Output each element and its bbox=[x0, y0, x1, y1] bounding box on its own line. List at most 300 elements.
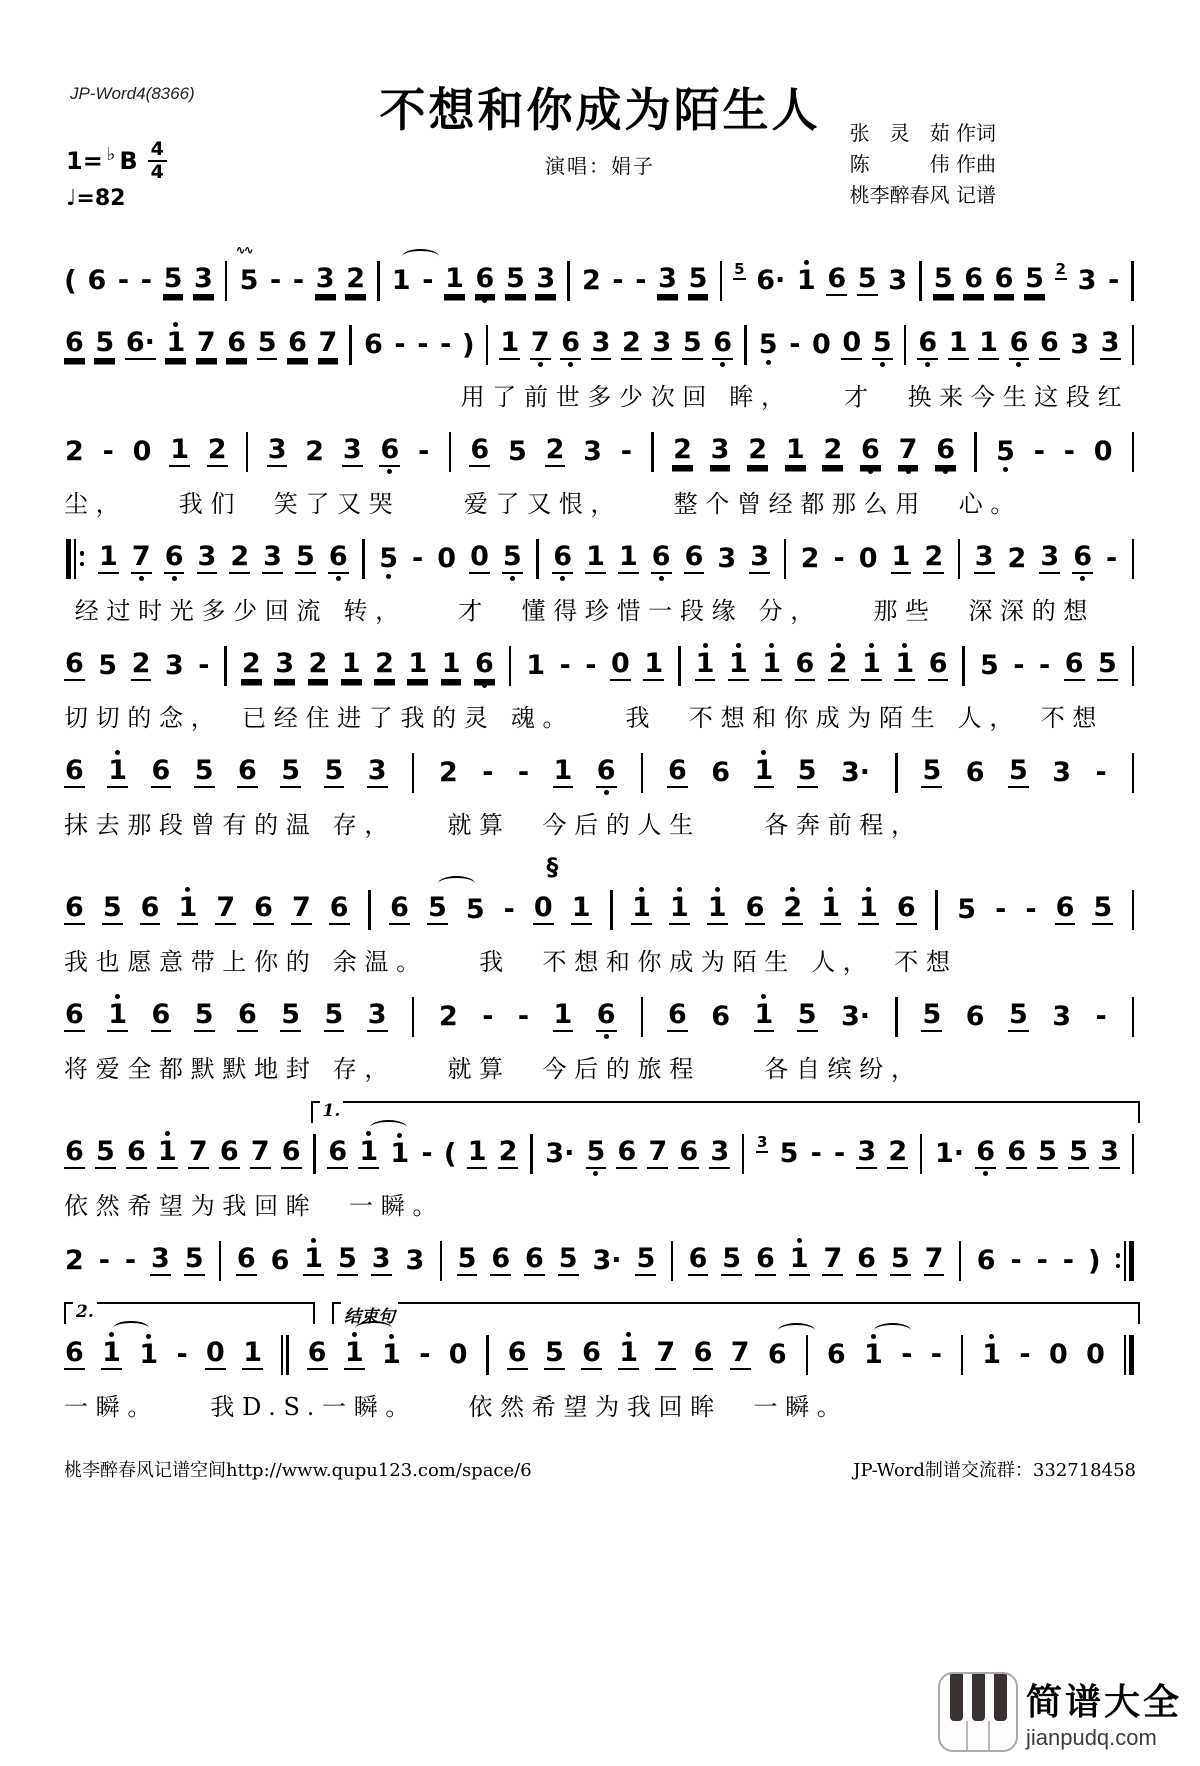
pitch-number: - bbox=[585, 650, 597, 681]
pitch-number: 1 bbox=[707, 892, 727, 923]
note bbox=[64, 1129, 85, 1178]
note bbox=[427, 885, 448, 934]
octave-dot-below bbox=[475, 1171, 480, 1176]
pitch-number: 3 bbox=[315, 263, 335, 294]
barline bbox=[804, 1335, 810, 1375]
pitch-number: 6 bbox=[1009, 327, 1029, 358]
pitch-number: 1 bbox=[785, 434, 805, 465]
dash-mark bbox=[292, 258, 305, 303]
octave-dot-below bbox=[865, 298, 870, 303]
note bbox=[965, 994, 986, 1039]
lyrics-line: 用了前世多少次回 眸， 才 换来今生这段红 bbox=[460, 383, 1130, 411]
score-header bbox=[64, 74, 1136, 246]
note bbox=[858, 536, 879, 581]
pitch-number: 5 bbox=[682, 327, 702, 358]
dash-mark bbox=[439, 322, 452, 367]
octave-dot-below bbox=[752, 927, 757, 932]
octave-dot-below bbox=[871, 1370, 876, 1375]
octave-dot-below bbox=[425, 296, 430, 301]
bar bbox=[904, 325, 907, 365]
pitch-number: 6 bbox=[1064, 648, 1084, 679]
note bbox=[64, 748, 85, 797]
pitch-number: 6 bbox=[65, 1337, 84, 1368]
note bbox=[367, 992, 388, 1041]
pitch-number: 5 bbox=[163, 263, 183, 294]
barline bbox=[650, 432, 656, 472]
octave-dot-below bbox=[792, 360, 797, 365]
barline bbox=[244, 432, 250, 472]
note bbox=[64, 641, 85, 690]
lyrics-line: 我也愿意带上你的 余温。 我 不想和你成为陌生 人， 不想 bbox=[64, 948, 958, 976]
pitch-number: - bbox=[789, 329, 801, 360]
pitch-number: 3 bbox=[367, 755, 387, 786]
bar bbox=[720, 261, 723, 301]
pitch-number: 3 bbox=[1100, 327, 1120, 358]
pitch-number: 6 bbox=[582, 1337, 601, 1368]
note bbox=[1051, 994, 1072, 1039]
octave-dot-below bbox=[386, 574, 391, 579]
octave-dot-below bbox=[237, 576, 242, 581]
note bbox=[796, 258, 817, 303]
note bbox=[241, 641, 262, 690]
lyrics-line: 经过时光多少回流 转， 才 懂得珍惜一段缘 分， 那些 深深的想 bbox=[74, 597, 1096, 625]
note bbox=[710, 994, 731, 1039]
pitch-number: 1 bbox=[500, 327, 520, 358]
octave-dot-below bbox=[533, 681, 538, 686]
note bbox=[933, 256, 954, 305]
pitch-number: 1 bbox=[178, 892, 198, 923]
bar bbox=[509, 646, 512, 686]
octave-dot-below bbox=[589, 1372, 594, 1377]
note bbox=[126, 1129, 147, 1178]
note bbox=[1069, 322, 1090, 367]
note bbox=[651, 320, 672, 369]
pitch-number: 1 bbox=[341, 648, 361, 679]
music-system bbox=[64, 427, 1136, 519]
pitch-number: 5 bbox=[722, 1243, 742, 1274]
note bbox=[1037, 1129, 1058, 1178]
octave-dot-below bbox=[1093, 1370, 1098, 1375]
octave-dot-below bbox=[299, 927, 304, 932]
octave-dot-below bbox=[1111, 296, 1116, 301]
note bbox=[890, 1236, 911, 1285]
pitch-number: 5 bbox=[194, 755, 214, 786]
pitch-number: 2 bbox=[375, 648, 394, 679]
software-watermark: JP-Word4(8366) bbox=[70, 84, 195, 103]
octave-dot-below bbox=[560, 1034, 565, 1039]
note bbox=[469, 534, 490, 583]
pitch-number: 5 bbox=[1008, 999, 1028, 1030]
octave-dot-below bbox=[1062, 927, 1067, 932]
song-title: 不想和你成为陌生人 bbox=[379, 83, 821, 137]
octave-dot-below bbox=[412, 1276, 417, 1281]
octave-dot-below bbox=[506, 1171, 511, 1176]
note bbox=[795, 641, 816, 690]
note bbox=[107, 992, 128, 1041]
pitch-number: 6 bbox=[236, 1243, 256, 1274]
note bbox=[163, 256, 184, 305]
barline bbox=[669, 1241, 675, 1281]
note bbox=[226, 320, 247, 369]
notation-line bbox=[64, 534, 1136, 583]
octave-dot-below bbox=[387, 469, 392, 474]
pitch-number: 6 bbox=[756, 1243, 775, 1274]
octave-dot-below bbox=[371, 360, 376, 365]
bar bbox=[66, 539, 71, 579]
note bbox=[669, 885, 690, 934]
note bbox=[196, 320, 217, 369]
dot bbox=[80, 562, 85, 567]
note bbox=[860, 427, 881, 476]
pitch-number: 6 bbox=[329, 892, 349, 923]
note bbox=[1008, 748, 1029, 797]
pitch-number: 0 bbox=[1048, 1339, 1068, 1370]
pitch-number: 6 bbox=[87, 265, 107, 296]
pitch-number: - bbox=[102, 436, 114, 467]
octave-dot-below bbox=[353, 298, 358, 303]
pitch-number: 6 bbox=[745, 892, 765, 923]
dash-mark bbox=[411, 536, 424, 581]
pitch-number: 6 bbox=[328, 1136, 348, 1167]
note bbox=[490, 1236, 511, 1285]
octave-dot-below bbox=[515, 1372, 520, 1377]
octave-dot-below bbox=[675, 1034, 680, 1039]
octave-dot-below bbox=[1085, 296, 1090, 301]
bar bbox=[1132, 432, 1135, 472]
note bbox=[1024, 256, 1045, 305]
music-system bbox=[64, 320, 1136, 412]
octave-dot-below bbox=[303, 576, 308, 581]
barline bbox=[918, 261, 924, 301]
octave-dot-below bbox=[973, 1032, 978, 1037]
octave-dot-below bbox=[1003, 467, 1008, 472]
note bbox=[857, 256, 878, 305]
barline bbox=[740, 1134, 746, 1174]
pitch-number: 2 bbox=[438, 757, 458, 788]
note bbox=[948, 320, 969, 369]
pitch-number: 1 bbox=[669, 892, 689, 923]
bar bbox=[440, 1241, 443, 1281]
barline bbox=[1114, 1241, 1136, 1281]
octave-dot-below bbox=[690, 362, 695, 367]
quarter-note-icon: ♩ bbox=[66, 186, 77, 211]
barline bbox=[410, 753, 416, 793]
pitch-number: 5 bbox=[1098, 648, 1117, 679]
pitch-number: - bbox=[1013, 650, 1025, 681]
octave-dot-below bbox=[1014, 574, 1019, 579]
octave-dot-below bbox=[964, 925, 969, 930]
note bbox=[840, 750, 871, 795]
pitch-number: - bbox=[482, 1001, 494, 1032]
pitch-number: 7 bbox=[216, 892, 236, 923]
dot bbox=[1116, 1253, 1121, 1258]
note bbox=[688, 256, 709, 305]
octave-dot-below bbox=[956, 362, 961, 367]
note bbox=[553, 748, 574, 797]
octave-dot-below bbox=[172, 576, 177, 581]
octave-dot-below bbox=[507, 925, 512, 930]
octave-dot-below bbox=[729, 1278, 734, 1283]
note bbox=[287, 320, 308, 369]
pitch-number: 6 bbox=[596, 755, 616, 786]
octave-dot-below bbox=[72, 467, 77, 472]
note bbox=[307, 1330, 328, 1379]
pitch-number: 1 bbox=[553, 999, 573, 1030]
pitch-number: 6 bbox=[474, 648, 494, 679]
octave-dot-below bbox=[510, 576, 515, 581]
note bbox=[1008, 992, 1029, 1041]
lyrics-line: 抹去那段曾有的温 存， 就算 今后的人生 各奔前程， bbox=[64, 811, 923, 839]
pitch-number: 6 bbox=[1007, 1136, 1026, 1167]
pitch-number: 5 bbox=[239, 265, 259, 296]
barline bbox=[1130, 432, 1136, 472]
note bbox=[820, 885, 841, 934]
dash-mark bbox=[1038, 643, 1051, 688]
octave-dot-below bbox=[1014, 1276, 1019, 1281]
barline bbox=[639, 997, 645, 1037]
note bbox=[1051, 750, 1072, 795]
note bbox=[329, 885, 350, 934]
pitch-number: 6 bbox=[693, 1337, 713, 1368]
note bbox=[184, 1236, 205, 1285]
pitch-number: 2 bbox=[65, 436, 84, 467]
bar bbox=[1132, 997, 1135, 1037]
pitch-number: - bbox=[930, 1339, 942, 1370]
octave-dot-below bbox=[398, 360, 403, 365]
dash-mark bbox=[1094, 994, 1107, 1039]
note bbox=[1006, 1129, 1027, 1178]
octave-dot-below bbox=[315, 1372, 320, 1377]
note bbox=[165, 320, 186, 369]
octave-dot-below bbox=[766, 360, 771, 365]
octave-dot-below bbox=[148, 927, 153, 932]
lyrics-line: 依然希望为我回眸 一瞬。 bbox=[64, 1192, 445, 1220]
note bbox=[530, 320, 551, 369]
music-system bbox=[64, 534, 1136, 626]
bar bbox=[536, 539, 539, 579]
pitch-number: 6 bbox=[140, 892, 160, 923]
note bbox=[891, 534, 912, 583]
pitch-number: 5 bbox=[427, 892, 447, 923]
note bbox=[215, 885, 236, 934]
pitch-number: 5 bbox=[558, 1243, 578, 1274]
dash-mark bbox=[1062, 1238, 1075, 1283]
pitch-number: 5 bbox=[996, 436, 1015, 467]
octave-dot-below bbox=[651, 683, 656, 688]
octave-dot-below bbox=[775, 1370, 780, 1375]
octave-dot-below bbox=[202, 790, 207, 795]
pitch-number: - bbox=[394, 329, 406, 360]
octave-dot-below bbox=[1042, 681, 1047, 686]
octave-dot-below bbox=[552, 469, 557, 474]
parenthesis: ( bbox=[443, 1137, 457, 1170]
notation-line bbox=[64, 885, 1136, 934]
pitch-number: 1 bbox=[526, 650, 546, 681]
pitch-number: 1 bbox=[571, 892, 591, 923]
bar bbox=[1132, 890, 1135, 930]
pitch-number: 5 bbox=[636, 1243, 656, 1274]
pitch-number: 5 bbox=[324, 755, 344, 786]
note bbox=[1077, 258, 1098, 303]
note bbox=[374, 641, 395, 690]
note bbox=[367, 748, 388, 797]
dash-mark bbox=[1024, 887, 1037, 932]
octave-dot-below bbox=[449, 683, 454, 688]
barline bbox=[507, 646, 513, 686]
volta-bracket bbox=[332, 1302, 1140, 1327]
octave-dot-below bbox=[72, 1276, 77, 1281]
note bbox=[678, 1129, 699, 1178]
octave-dot-below bbox=[213, 1372, 218, 1377]
dash-mark bbox=[102, 429, 115, 474]
time-signature bbox=[148, 140, 167, 182]
note bbox=[655, 1330, 676, 1379]
octave-dot-below bbox=[604, 1276, 609, 1281]
note bbox=[1092, 885, 1113, 934]
octave-dot-below bbox=[1028, 925, 1033, 930]
pitch-number: 6 bbox=[688, 1243, 708, 1274]
octave-dot-below bbox=[515, 467, 520, 472]
pitch-number: 6 bbox=[918, 327, 938, 358]
note bbox=[858, 885, 879, 934]
octave-dot-below bbox=[275, 469, 280, 474]
octave-dot-below bbox=[718, 1032, 723, 1037]
pitch-number: 5 bbox=[502, 541, 522, 572]
note bbox=[755, 258, 786, 303]
octave-dot-below bbox=[763, 1278, 768, 1283]
note bbox=[841, 320, 862, 369]
pitch-number: 6 bbox=[65, 892, 84, 923]
pitch-number: 0 bbox=[437, 543, 457, 574]
octave-dot-below bbox=[138, 683, 143, 688]
octave-dot-below bbox=[929, 790, 934, 795]
octave-dot-below bbox=[853, 1032, 858, 1037]
pitch-number: 1 bbox=[891, 541, 911, 572]
pitch-number: 2 bbox=[438, 1001, 458, 1032]
octave-dot-below bbox=[703, 683, 708, 688]
music-system bbox=[64, 243, 1136, 305]
octave-dot-below bbox=[793, 469, 798, 474]
barline bbox=[677, 646, 683, 686]
pitch-number: 3 bbox=[710, 1136, 730, 1167]
octave-dot-below bbox=[834, 1370, 839, 1375]
note bbox=[502, 534, 523, 583]
bar bbox=[225, 261, 228, 301]
dash-mark bbox=[634, 258, 647, 303]
pitch-number: 5 bbox=[688, 263, 708, 294]
dash-mark bbox=[175, 1332, 188, 1377]
pitch-number: 7 bbox=[188, 1136, 208, 1167]
dash-mark bbox=[620, 429, 633, 474]
barline bbox=[484, 325, 490, 365]
note bbox=[728, 641, 749, 690]
note bbox=[935, 427, 956, 476]
notation-line bbox=[64, 748, 1136, 797]
dash-mark bbox=[421, 258, 434, 303]
octave-dot-below bbox=[375, 1034, 380, 1039]
octave-dot-below bbox=[1059, 788, 1064, 793]
note bbox=[921, 992, 942, 1041]
octave-dot-below bbox=[1101, 467, 1106, 472]
octave-dot-below bbox=[864, 1278, 869, 1283]
octave-dot-below bbox=[464, 1278, 469, 1283]
pitch-number: - bbox=[292, 265, 305, 296]
music-system bbox=[64, 1099, 1136, 1221]
pitch-number: - bbox=[417, 329, 429, 360]
octave-dot-below bbox=[932, 1278, 937, 1283]
octave-dot-below bbox=[941, 298, 946, 303]
piano-keys-icon bbox=[938, 1672, 1018, 1752]
octave-dot-below bbox=[72, 1171, 77, 1176]
pitch-number: 6 bbox=[679, 1136, 699, 1167]
pitch-number: 0 bbox=[470, 541, 489, 572]
octave-dot-below bbox=[895, 296, 900, 301]
octave-dot-below bbox=[337, 927, 342, 932]
note bbox=[379, 427, 400, 476]
note bbox=[779, 1131, 800, 1176]
octave-dot-below bbox=[444, 574, 449, 579]
note bbox=[923, 534, 944, 583]
note bbox=[682, 320, 703, 369]
note bbox=[381, 1332, 402, 1377]
barline bbox=[934, 890, 940, 930]
note bbox=[981, 1332, 1002, 1377]
pitch-number: 6 bbox=[596, 999, 616, 1030]
octave-dot-below bbox=[560, 790, 565, 795]
pitch-number: 7 bbox=[823, 1243, 843, 1274]
octave-dot-below bbox=[382, 683, 387, 688]
octave-dot-below bbox=[177, 469, 182, 474]
dash-mark bbox=[117, 258, 130, 303]
dash-mark bbox=[481, 750, 494, 795]
pitch-number: 6 bbox=[475, 263, 495, 294]
note bbox=[647, 1129, 668, 1178]
pitch-number: 1 bbox=[632, 892, 651, 923]
bar bbox=[246, 432, 249, 472]
pitch-number: 3 bbox=[1070, 329, 1090, 360]
pitch-number: 3· bbox=[592, 1245, 622, 1276]
pitch-number: 5 bbox=[95, 1136, 115, 1167]
octave-dot-below bbox=[677, 927, 682, 932]
pitch-number: 1 bbox=[754, 755, 774, 786]
pitch-number: 1 bbox=[948, 327, 968, 358]
music-system bbox=[64, 1300, 1136, 1422]
note bbox=[304, 429, 325, 474]
pitch-number: 3 bbox=[750, 541, 770, 572]
octave-dot-below bbox=[138, 362, 143, 367]
note bbox=[585, 534, 606, 583]
pitch-number: 1 bbox=[754, 999, 774, 1030]
pitch-number: 2 bbox=[305, 436, 325, 467]
key-prefix: 1= bbox=[66, 147, 103, 175]
lyrics-line: 一瞬。 我D.S.一瞬。 依然希望为我回眸 一瞬。 bbox=[64, 1393, 849, 1421]
octave-dot-below bbox=[350, 469, 355, 474]
pitch-number: 0 bbox=[1093, 436, 1113, 467]
note bbox=[205, 1330, 226, 1379]
octave-dot-below bbox=[902, 683, 907, 688]
pitch-number: 2 bbox=[823, 434, 843, 465]
pitch-number: 1 bbox=[979, 327, 998, 358]
note bbox=[553, 992, 574, 1041]
pitch-number: - bbox=[422, 265, 434, 296]
octave-dot-below bbox=[769, 683, 774, 688]
pitch-number: 6 bbox=[651, 541, 671, 572]
pitch-number: 0 bbox=[842, 327, 862, 358]
octave-dot-below bbox=[72, 1372, 77, 1377]
note bbox=[710, 750, 731, 795]
octave-dot-below bbox=[345, 1278, 350, 1283]
note bbox=[558, 1236, 579, 1285]
